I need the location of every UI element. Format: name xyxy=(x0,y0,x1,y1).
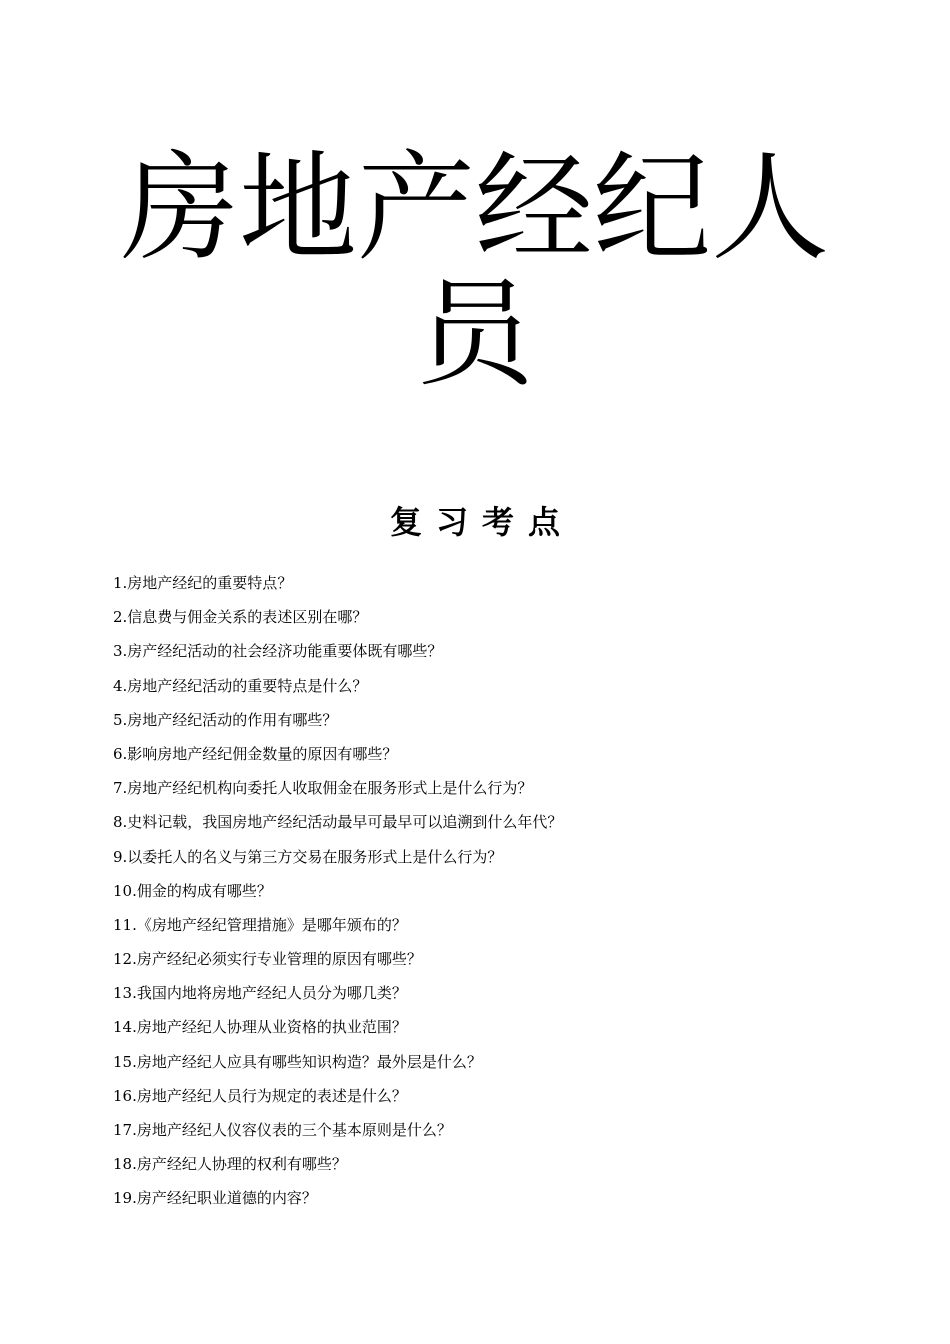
list-item: 18.房产经纪人协理的权利有哪些？ xyxy=(113,1155,347,1174)
question-list xyxy=(113,571,853,1221)
list-item: 9.以委托人的名义与第三方交易在服务形式上是什么行为？ xyxy=(113,847,503,866)
list-item: 4.房地产经纪活动的重要特点是什么？ xyxy=(113,676,368,695)
section-title: 复习考点 xyxy=(389,503,574,541)
list-item: 19.房产经纪职业道德的内容？ xyxy=(113,1189,317,1208)
list-item: 6.影响房地产经纪佣金数量的原因有哪些？ xyxy=(113,744,398,763)
list-item: 12.房产经纪必须实行专业管理的原因有哪些？ xyxy=(113,950,422,969)
list-item: 13.我国内地将房地产经纪人员分为哪几类？ xyxy=(113,984,407,1003)
list-item: 5.房地产经纪活动的作用有哪些？ xyxy=(113,710,338,729)
list-item: 1.房地产经纪的重要特点？ xyxy=(113,574,293,592)
list-item: 14.房地产经纪人协理从业资格的执业范围？ xyxy=(113,1018,407,1037)
list-item: 11.《房地产经纪管理措施》是哪年颁布的？ xyxy=(113,915,407,934)
list-item: 2.信息费与佣金关系的表述区别在哪？ xyxy=(113,608,368,627)
document-title: 房地产经纪人员 xyxy=(120,139,829,403)
list-item: 8.史料记载，我国房地产经纪活动最早可最早可以追溯到什么年代？ xyxy=(113,813,563,832)
list-item: 15.房地产经纪人应具有哪些知识构造？最外层是什么？ xyxy=(113,1052,482,1071)
list-item: 10.佣金的构成有哪些？ xyxy=(113,881,272,900)
list-item: 3.房产经纪活动的社会经济功能重要体既有哪些？ xyxy=(113,642,443,661)
list-item: 16.房地产经纪人员行为规定的表述是什么？ xyxy=(113,1086,407,1105)
list-item: 7.房地产经纪机构向委托人收取佣金在服务形式上是什么行为？ xyxy=(113,779,533,798)
list-item: 17.房地产经纪人仪容仪表的三个基本原则是什么？ xyxy=(113,1121,452,1139)
